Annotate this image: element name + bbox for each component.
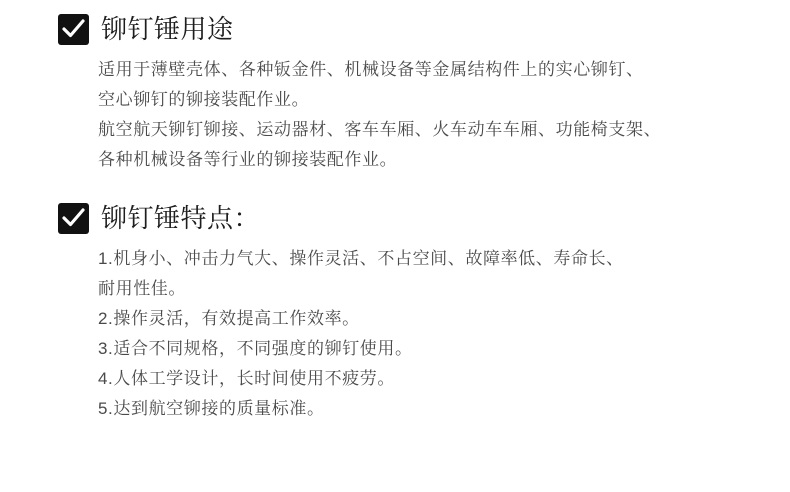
section-usage-body	[58, 55, 742, 175]
section-features-header	[58, 203, 742, 234]
section-usage	[58, 14, 742, 175]
section-usage-header	[58, 14, 742, 45]
body-line: 耐用性佳。	[98, 279, 186, 298]
section-features	[58, 203, 742, 424]
section-usage-title: 铆钉锤用途	[101, 14, 234, 45]
checkmark-icon	[58, 14, 89, 45]
body-line: 各种机械设备等行业的铆接装配作业。	[98, 150, 398, 169]
body-line: 2.操作灵活，有效提高工作效率。	[98, 309, 360, 328]
body-line: 适用于薄壁壳体、各种钣金件、机械设备等金属结构件上的实心铆钉、	[98, 60, 644, 79]
body-line: 5.达到航空铆接的质量标准。	[98, 399, 325, 418]
section-features-body	[58, 244, 742, 424]
body-line: 3.适合不同规格，不同强度的铆钉使用。	[98, 339, 413, 358]
section-features-title: 铆钉锤特点：	[101, 203, 261, 234]
body-line: 1.机身小、冲击力气大、操作灵活、不占空间、故障率低、寿命长、	[98, 249, 624, 268]
checkmark-icon	[58, 203, 89, 234]
body-line: 空心铆钉的铆接装配作业。	[98, 90, 310, 109]
body-line: 4.人体工学设计，长时间使用不疲劳。	[98, 369, 395, 388]
body-line: 航空航天铆钉铆接、运动器材、客车车厢、火车动车车厢、功能椅支架、	[98, 120, 662, 139]
